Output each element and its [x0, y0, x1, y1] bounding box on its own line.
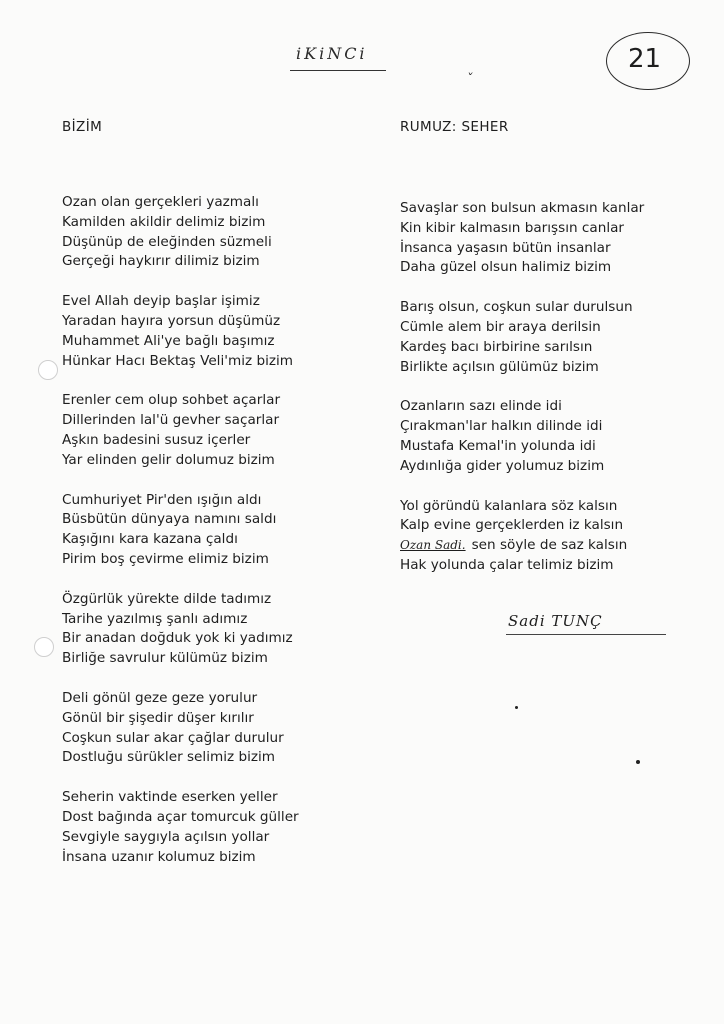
poem-line: Cümle alem bir araya derilsin	[400, 318, 601, 335]
poem-line: Çırakman'lar halkın dilinde idi	[400, 418, 603, 435]
poem-line: Muhammet Ali'ye bağlı başımız	[62, 332, 275, 349]
poem-line: Deli gönül geze geze yorulur	[62, 689, 258, 706]
poem-line	[400, 536, 710, 556]
poem-line: Yol göründü kalanlara söz kalsın	[400, 497, 618, 514]
poem-line: Kardeş bacı birbirine sarılsın	[400, 338, 593, 355]
poem-line: Aşkın badesini susuz içerler	[62, 431, 251, 448]
stanza	[62, 590, 382, 669]
poem-line: Daha güzel olsun halimiz bizim	[400, 259, 612, 276]
poem-line: Bir anadan doğduk yok ki yadımız	[62, 630, 293, 647]
poem-line: Özgürlük yürekte dilde tadımız	[62, 590, 272, 607]
page-number: 21	[628, 44, 662, 74]
poem-line: Kamilden akildir delimiz bizim	[62, 213, 266, 230]
poem-line: Düşünüp de eleğinden süzmeli	[62, 233, 272, 250]
poem-right-column	[400, 199, 710, 596]
poem-line: Kalp evine gerçeklerden iz kalsın	[400, 517, 624, 534]
poem-line: Coşkun sular akar çağlar durulur	[62, 729, 284, 746]
poem-line: Barış olsun, coşkun sular durulsun	[400, 299, 633, 316]
stanza	[62, 193, 382, 272]
poem-line: Erenler cem olup sohbet açarlar	[62, 392, 281, 409]
poem-line: Sevgiyle saygıyla açılsın yollar	[62, 828, 270, 845]
poem-line: Evel Allah deyip başlar işimiz	[62, 293, 260, 310]
poem-line: Mustafa Kemal'in yolunda idi	[400, 437, 596, 454]
poem-line: Ozan olan gerçekleri yazmalı	[62, 194, 259, 210]
poem-line-text: sen söyle de saz kalsın	[471, 537, 628, 554]
ink-speck	[636, 760, 640, 764]
poem-line: Kaşığını kara kazana çaldı	[62, 531, 238, 548]
handwritten-signature: Sadi TUNÇ	[508, 612, 603, 630]
poem-line: Hünkar Hacı Bektaş Veli'miz bizim	[62, 352, 294, 369]
poem-line: Yar elinden gelir dolumuz bizim	[62, 451, 275, 468]
stanza	[62, 292, 382, 371]
poem-line: Savaşlar son bulsun akmasın kanlar	[400, 200, 645, 216]
poem-line: İnsana uzanır kolumuz bizim	[62, 848, 256, 865]
stanza	[400, 397, 710, 476]
poem-line: Dostluğu sürükler selimiz bizim	[62, 749, 276, 766]
handwritten-tick: ˇ	[466, 72, 473, 87]
poem-left-column	[62, 193, 382, 887]
poem-line: Dillerinden lal'ü gevher saçarlar	[62, 412, 280, 429]
poem-line: Cumhuriyet Pir'den ışığın aldı	[62, 491, 262, 508]
punch-hole	[38, 360, 58, 380]
poem-line: Dost bağında açar tomurcuk güller	[62, 808, 299, 825]
stanza	[62, 391, 382, 470]
stanza	[62, 491, 382, 570]
poem-line: Hak yolunda çalar telimiz bizim	[400, 556, 614, 573]
handwritten-top-note: iKiNCi	[296, 44, 368, 63]
top-note-underline	[290, 70, 386, 71]
stanza	[62, 689, 382, 768]
poem-line: Gönül bir şişedir düşer kırılır	[62, 709, 254, 726]
punch-hole	[34, 637, 54, 657]
pseudonym: RUMUZ: SEHER	[400, 119, 509, 135]
poem-line: Tarihe yazılmış şanlı adımız	[62, 610, 248, 627]
poem-line: Ozanların sazı elinde idi	[400, 398, 562, 415]
stanza	[400, 497, 710, 576]
ink-speck	[515, 706, 518, 709]
poem-line: Birliğe savrulur külümüz bizim	[62, 650, 268, 667]
signature-underline	[506, 634, 666, 635]
poem-line: Pirim boş çevirme elimiz bizim	[62, 550, 269, 567]
poem-line: İnsanca yaşasın bütün insanlar	[400, 239, 611, 256]
poem-line: Birlikte açılsın gülümüz bizim	[400, 358, 599, 375]
poem-line: Gerçeği haykırır dilimiz bizim	[62, 253, 260, 270]
poem-line: Aydınlığa gider yolumuz bizim	[400, 457, 605, 474]
stanza	[400, 199, 710, 278]
handwritten-inline-name: Ozan Sadi.	[400, 538, 466, 553]
poem-line: Büsbütün dünyaya namını saldı	[62, 511, 277, 528]
stanza	[62, 788, 382, 867]
stanza	[400, 298, 710, 377]
poem-title: BİZİM	[62, 119, 103, 135]
poem-line: Kin kibir kalmasın barışsın canlar	[400, 219, 625, 236]
poem-line: Yaradan hayıra yorsun düşümüz	[62, 312, 281, 329]
poem-line: Seherin vaktinde eserken yeller	[62, 789, 278, 806]
